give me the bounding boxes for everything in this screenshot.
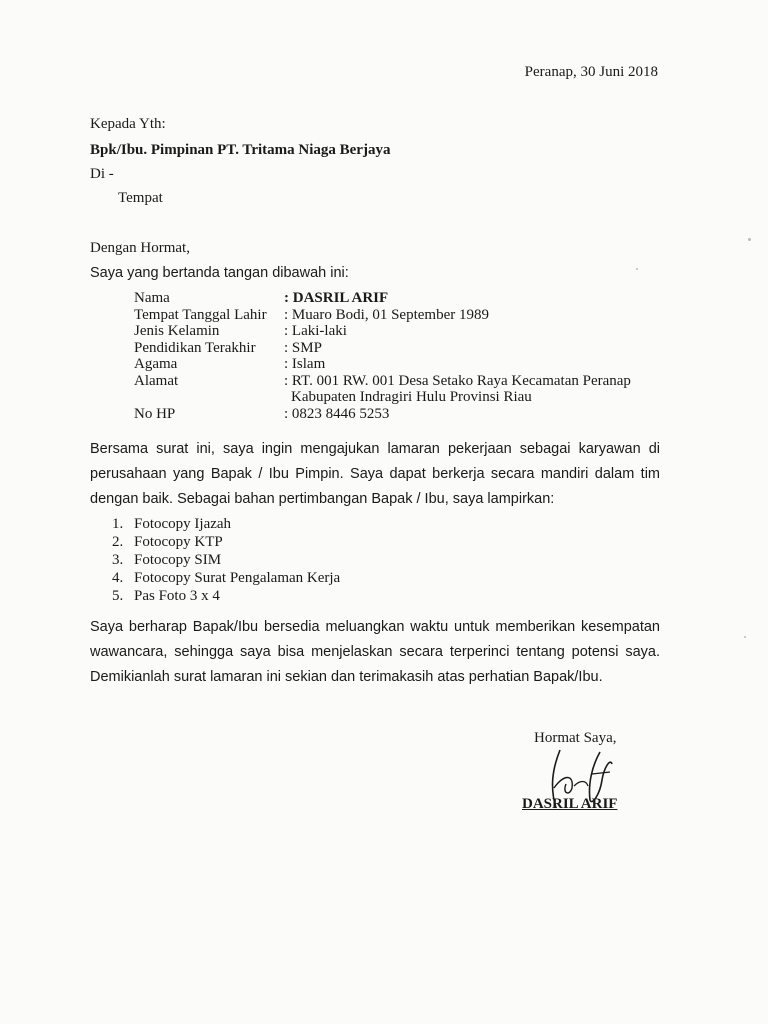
personal-info-table bbox=[134, 290, 671, 422]
info-value: : 0823 8446 5253 bbox=[284, 405, 390, 422]
body-paragraph: Bersama surat ini, saya ingin mengajukan lamaran pekerjaan sebagai karyawan di perusahaan yang Bapak / Ibu Pimpin. Saya dapat berkerja secara mandiri dalam tim dengan baik. Sebagai bahan pertimbangan Bapak / Ibu, saya lampirkan: bbox=[90, 441, 660, 507]
info-label: Jenis Kelamin bbox=[134, 323, 220, 339]
paper-speck bbox=[636, 268, 638, 270]
info-row-education bbox=[134, 340, 671, 357]
info-row-religion bbox=[134, 356, 671, 373]
info-label: Agama bbox=[134, 356, 178, 372]
paper-speck bbox=[748, 238, 751, 241]
info-value: : SMP bbox=[284, 339, 322, 356]
list-item: 2. Fotocopy KTP bbox=[112, 534, 223, 550]
salutation: Dengan Hormat, bbox=[90, 240, 190, 256]
info-row-gender bbox=[134, 323, 671, 340]
signature-greeting: Hormat Saya, bbox=[534, 730, 617, 746]
info-row-address bbox=[134, 373, 671, 390]
info-value: : Muaro Bodi, 01 September 1989 bbox=[284, 306, 489, 323]
info-value: : RT. 001 RW. 001 Desa Setako Raya Kecamatan Peranap bbox=[284, 372, 631, 389]
info-row-phone bbox=[134, 406, 671, 423]
letter-date: Peranap, 30 Juni 2018 bbox=[524, 64, 658, 80]
info-row-ttl bbox=[134, 307, 671, 324]
info-value: : DASRIL ARIF bbox=[284, 290, 389, 306]
info-label: Tempat Tanggal Lahir bbox=[134, 306, 267, 323]
list-item: 1. Fotocopy Ijazah bbox=[112, 516, 232, 532]
recipient-name: Bpk/Ibu. Pimpinan PT. Tritama Niaga Berjaya bbox=[90, 142, 391, 158]
info-label bbox=[134, 389, 284, 406]
signature-name: DASRIL ARIF bbox=[522, 796, 618, 812]
info-value: : Laki-laki bbox=[284, 323, 347, 339]
info-label: No HP bbox=[134, 405, 176, 422]
info-row-nama bbox=[134, 290, 671, 307]
info-row-address-cont bbox=[134, 389, 671, 406]
signature-block bbox=[520, 730, 618, 812]
paper-speck bbox=[744, 636, 746, 638]
info-label: Nama bbox=[134, 290, 170, 306]
info-value: Kabupaten Indragiri Hulu Provinsi Riau bbox=[291, 389, 532, 405]
info-label: Pendidikan Terakhir bbox=[134, 339, 256, 356]
info-value: : Islam bbox=[284, 356, 326, 372]
intro-text: Saya yang bertanda tangan dibawah ini: bbox=[90, 265, 349, 281]
recipient-place: Tempat bbox=[118, 190, 163, 206]
list-item: 5. Pas Foto 3 x 4 bbox=[112, 588, 220, 604]
recipient-label: Kepada Yth: bbox=[90, 116, 166, 132]
list-item: 4. Fotocopy Surat Pengalaman Kerja bbox=[112, 570, 341, 586]
closing-paragraph: Saya berharap Bapak/Ibu bersedia meluangkan waktu untuk memberikan kesempatan wawancara, sehingga saya bisa menjelaskan secara terperinci tentang potensi saya. Demikianlah surat lamaran ini sekian dan terimakasih atas perhatian Bapak/Ibu. bbox=[90, 619, 660, 685]
recipient-di: Di - bbox=[90, 166, 114, 182]
list-item: 3. Fotocopy SIM bbox=[112, 552, 222, 568]
info-label: Alamat bbox=[134, 372, 179, 389]
attachment-list bbox=[112, 515, 340, 605]
